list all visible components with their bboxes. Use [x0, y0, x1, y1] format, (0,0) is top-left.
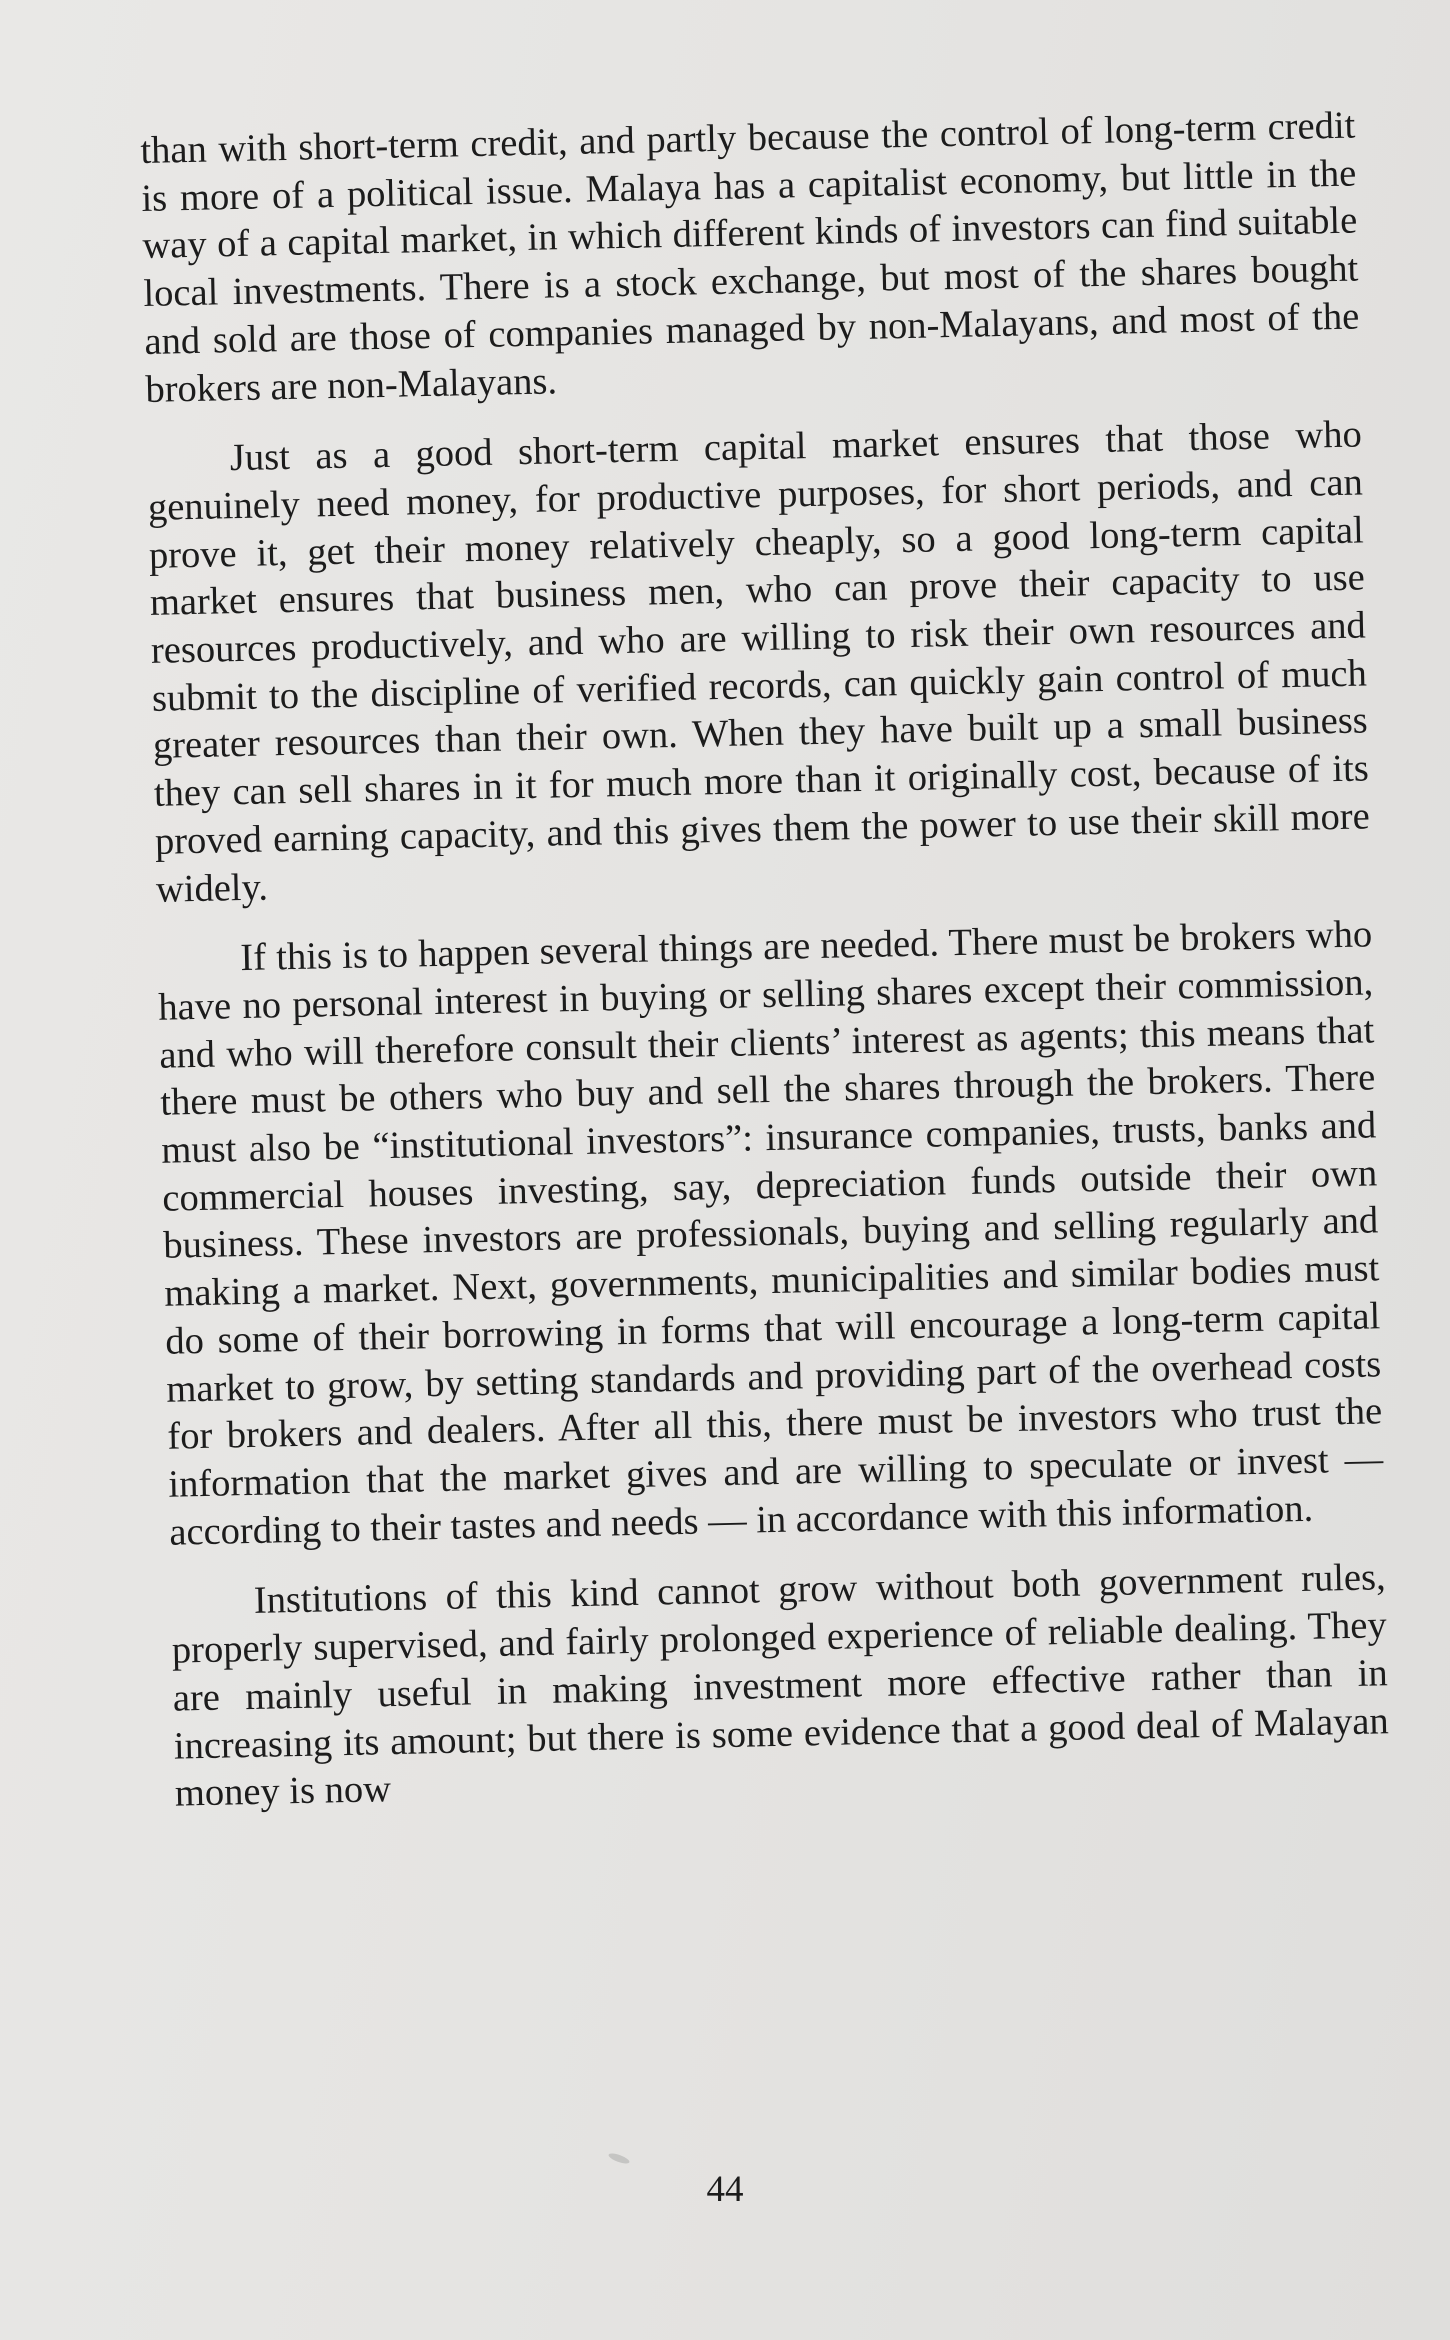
paragraph-3: If this is to happen several things are needed. There must be brokers who have no personal interest in buying or selling shares except their commission, and who will therefore consult their clients’ interest as agents; this means that there must be others who buy and sell the shares through the brokers. There must also be “institutional investors”: insurance companies, trusts, banks and commercial houses investing, say, depreciation funds outside their own business. These investors are professionals, buying and selling regularly and making a market. Next, governments, municipalities and similar bodies must do some of their borrowing in forms that will encourage a long-term capital market to grow, by setting standards and providing part of the overhead costs for brokers and dealers. After all this, there must be investors who trust the information that the market gives and are willing to speculate or invest — according to their tastes and needs — in accordance with this information. [157, 913, 1384, 1554]
paper-smudge [607, 2151, 630, 2165]
paragraph-1: than with short-term credit, and partly because the control of long-term credit is more of a political issue. Malaya has a capitalist economy, but little in the way of a capital market, in which different kinds of investors can find suitable local investments. There is a stock exchange, but most of the shares bought and sold are those of companies managed by non-Malayans, and most of the brokers are non-Malayans. [140, 104, 1360, 411]
page-number: 44 [706, 2169, 744, 2210]
paragraph-2: Just as a good short-term capital market ensures that those who genuinely need money, for productive purposes, for short periods, and can prove it, get their money relatively cheaply, so a good long-term capital market ensures that business men, who can prove their capacity to use resources productively, and who are willing to risk their own resources and submit to the discipline of verified records, can quickly gain control of much greater resources than their own. When they have built up a small business they can sell shares in it for much more than it originally cost, because of its proved earning capacity, and this gives them the power to use their skill more widely. [147, 413, 1371, 911]
body-text [140, 103, 1390, 1819]
paragraph-4: Institutions of this kind cannot grow without both government rules, properly supervised, and fairly prolonged experience of reliable dealing. They are mainly useful in making investment more effective rather than in increasing its amount; but there is some evidence that a good deal of Malayan money is now [171, 1556, 1390, 1815]
